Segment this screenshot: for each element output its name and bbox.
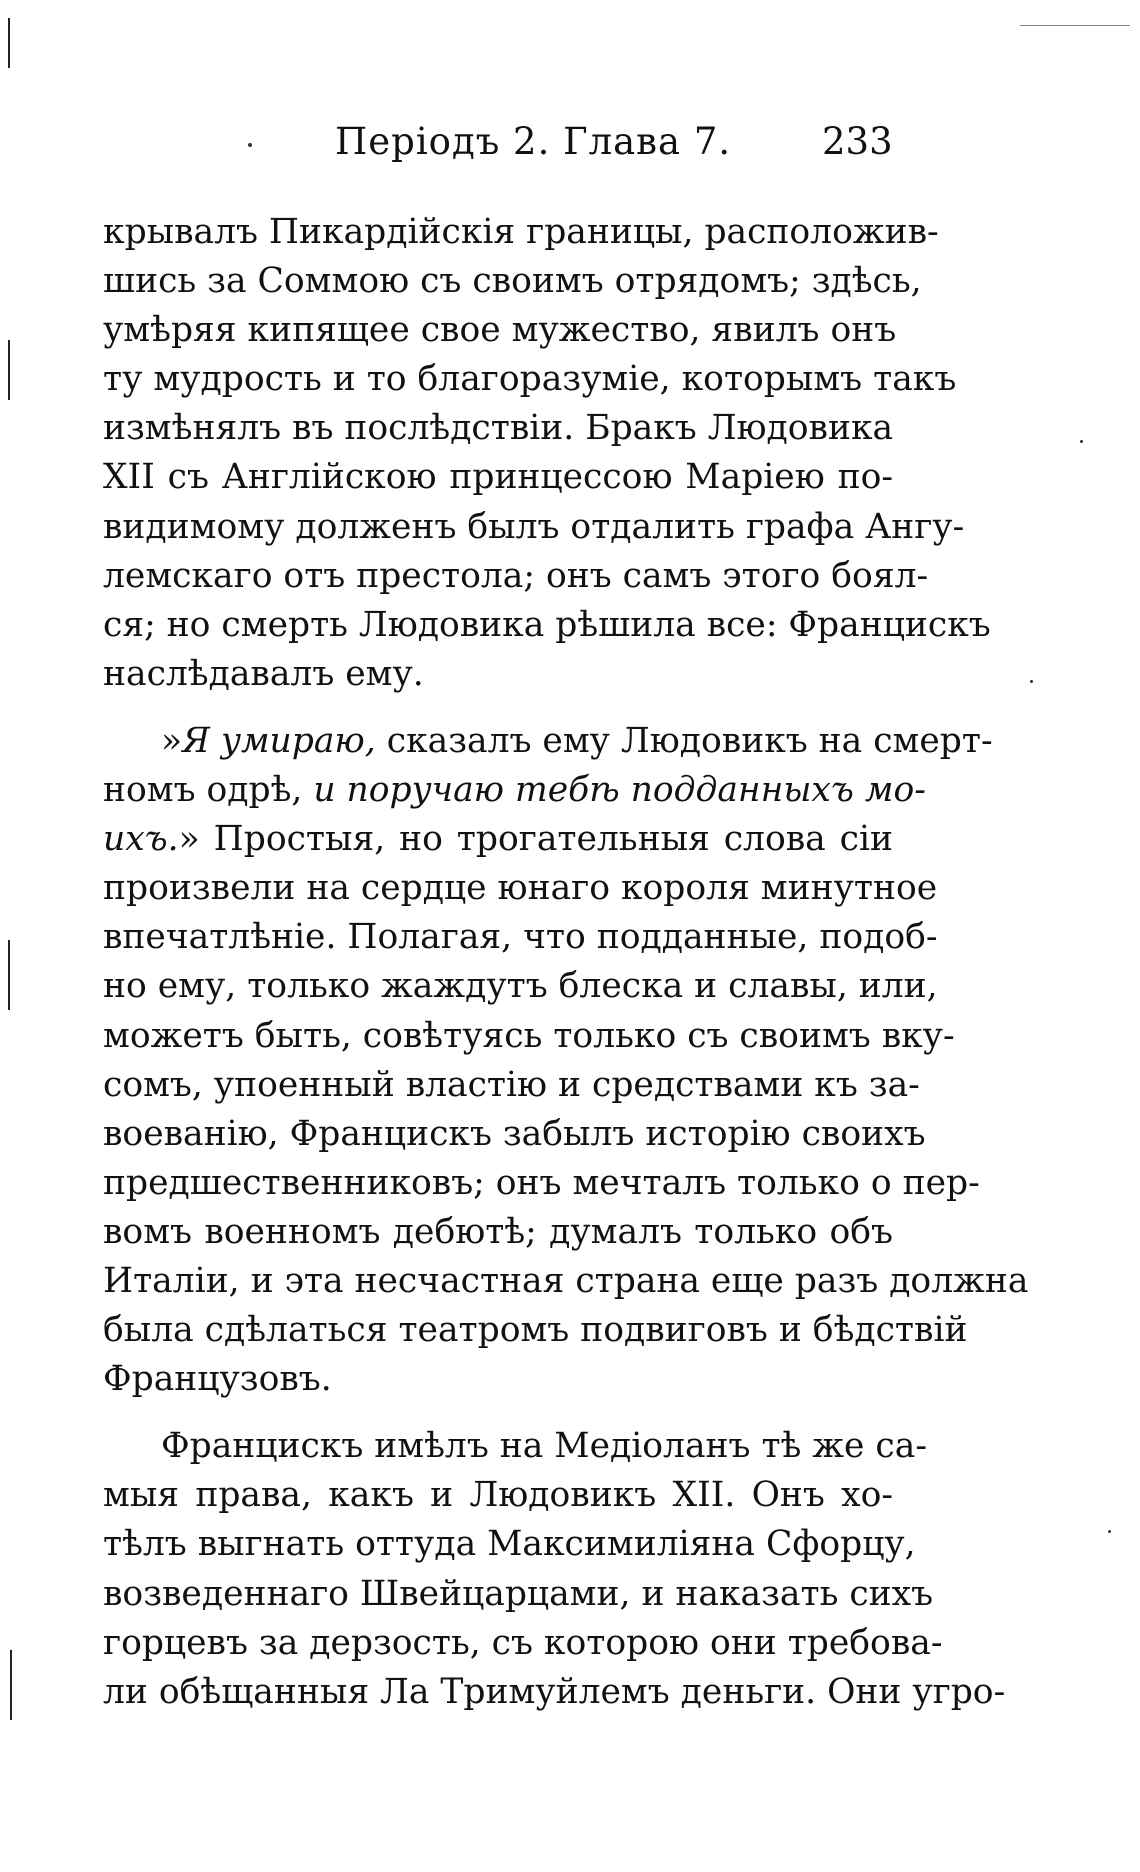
text-line: можетъ быть, совѣтуясь только съ своимъ вку- bbox=[103, 1015, 955, 1056]
scan-edge-mark-bottom-left bbox=[10, 1650, 12, 1720]
text-line: измѣнялъ въ послѣдствіи. Бракъ Людовика bbox=[103, 408, 894, 449]
page-header bbox=[0, 120, 1140, 180]
running-head: Періодъ 2. Глава 7. bbox=[335, 120, 732, 163]
text-line: Французовъ. bbox=[103, 1359, 332, 1400]
text-line: предшественниковъ; онъ мечталъ только о пер- bbox=[103, 1162, 980, 1203]
text-line: тѣлъ выгнать оттуда Максимиліяна Сфорцу, bbox=[103, 1524, 916, 1565]
scan-speck bbox=[1030, 680, 1033, 683]
text-line: горцевъ за дерзость, съ которою они требова- bbox=[103, 1622, 943, 1663]
text-line: наслѣдавалъ ему. bbox=[103, 653, 424, 694]
text-line: »Я умираю, сказалъ ему Людовикъ на смерт- bbox=[161, 720, 993, 761]
text-line: мыя права, какъ и Людовикъ XII. Онъ хо- bbox=[103, 1475, 893, 1516]
text-line: ту мудрость и то благоразуміе, которымъ такъ bbox=[103, 359, 957, 400]
text-line: вомъ военномъ дебютѣ; думалъ только объ bbox=[103, 1211, 893, 1252]
text-line: Италіи, и эта несчастная страна еще разъ должна bbox=[103, 1260, 1029, 1301]
scan-edge-mark-left bbox=[8, 340, 10, 400]
text-line: видимому долженъ былъ отдалить графа Ангу- bbox=[103, 506, 965, 547]
body-text bbox=[103, 208, 1029, 1717]
paragraph bbox=[103, 1422, 1006, 1717]
paragraph bbox=[103, 208, 991, 699]
text-line: воеванію, Францискъ забылъ исторію своихъ bbox=[103, 1113, 926, 1154]
text-line: шись за Соммою съ своимъ отрядомъ; здѣсь, bbox=[103, 261, 922, 302]
text-line: была сдѣлаться театромъ подвиговъ и бѣдствій bbox=[103, 1310, 968, 1351]
text-line: номъ одрѣ, и поручаю тебѣ подданныхъ мо- bbox=[103, 770, 926, 811]
text-line: ся; но смерть Людовика рѣшила все: Францискъ bbox=[103, 604, 991, 645]
page-number: 233 bbox=[822, 120, 893, 163]
text-line: крывалъ Пикардійскія границы, расположив- bbox=[103, 212, 939, 252]
text-line: ихъ.» Простыя, но трогательныя слова сіи bbox=[103, 819, 893, 860]
paragraph bbox=[103, 717, 1029, 1404]
text-line: Францискъ имѣлъ на Медіоланъ тѣ же са- bbox=[161, 1426, 927, 1467]
text-line: возведеннаго Швейцарцами, и наказать сихъ bbox=[103, 1573, 934, 1614]
scan-edge-mark-top-right bbox=[1020, 25, 1130, 26]
scan-speck bbox=[1080, 440, 1083, 443]
text-line: впечатлѣніе. Полагая, что подданные, подоб- bbox=[103, 917, 938, 958]
scan-speck bbox=[1108, 1530, 1111, 1533]
text-line: сомъ, упоенный властію и средствами къ за- bbox=[103, 1064, 920, 1105]
text-line: умѣряя кипящее свое мужество, явилъ онъ bbox=[103, 310, 897, 351]
text-line: произвели на сердце юнаго короля минутное bbox=[103, 868, 938, 909]
text-line: лемскаго отъ престола; онъ самъ этого боял- bbox=[103, 555, 929, 596]
text-line: ли обѣщанныя Ла Тримуйлемъ деньги. Они угро- bbox=[103, 1671, 1006, 1712]
scan-edge-mark-left-mid bbox=[8, 940, 10, 1010]
text-line: XII съ Англійскою принцессою Маріею по- bbox=[103, 457, 893, 498]
text-line: но ему, только жаждутъ блеска и славы, или, bbox=[103, 966, 938, 1007]
scan-edge-mark-top-left bbox=[8, 18, 10, 68]
